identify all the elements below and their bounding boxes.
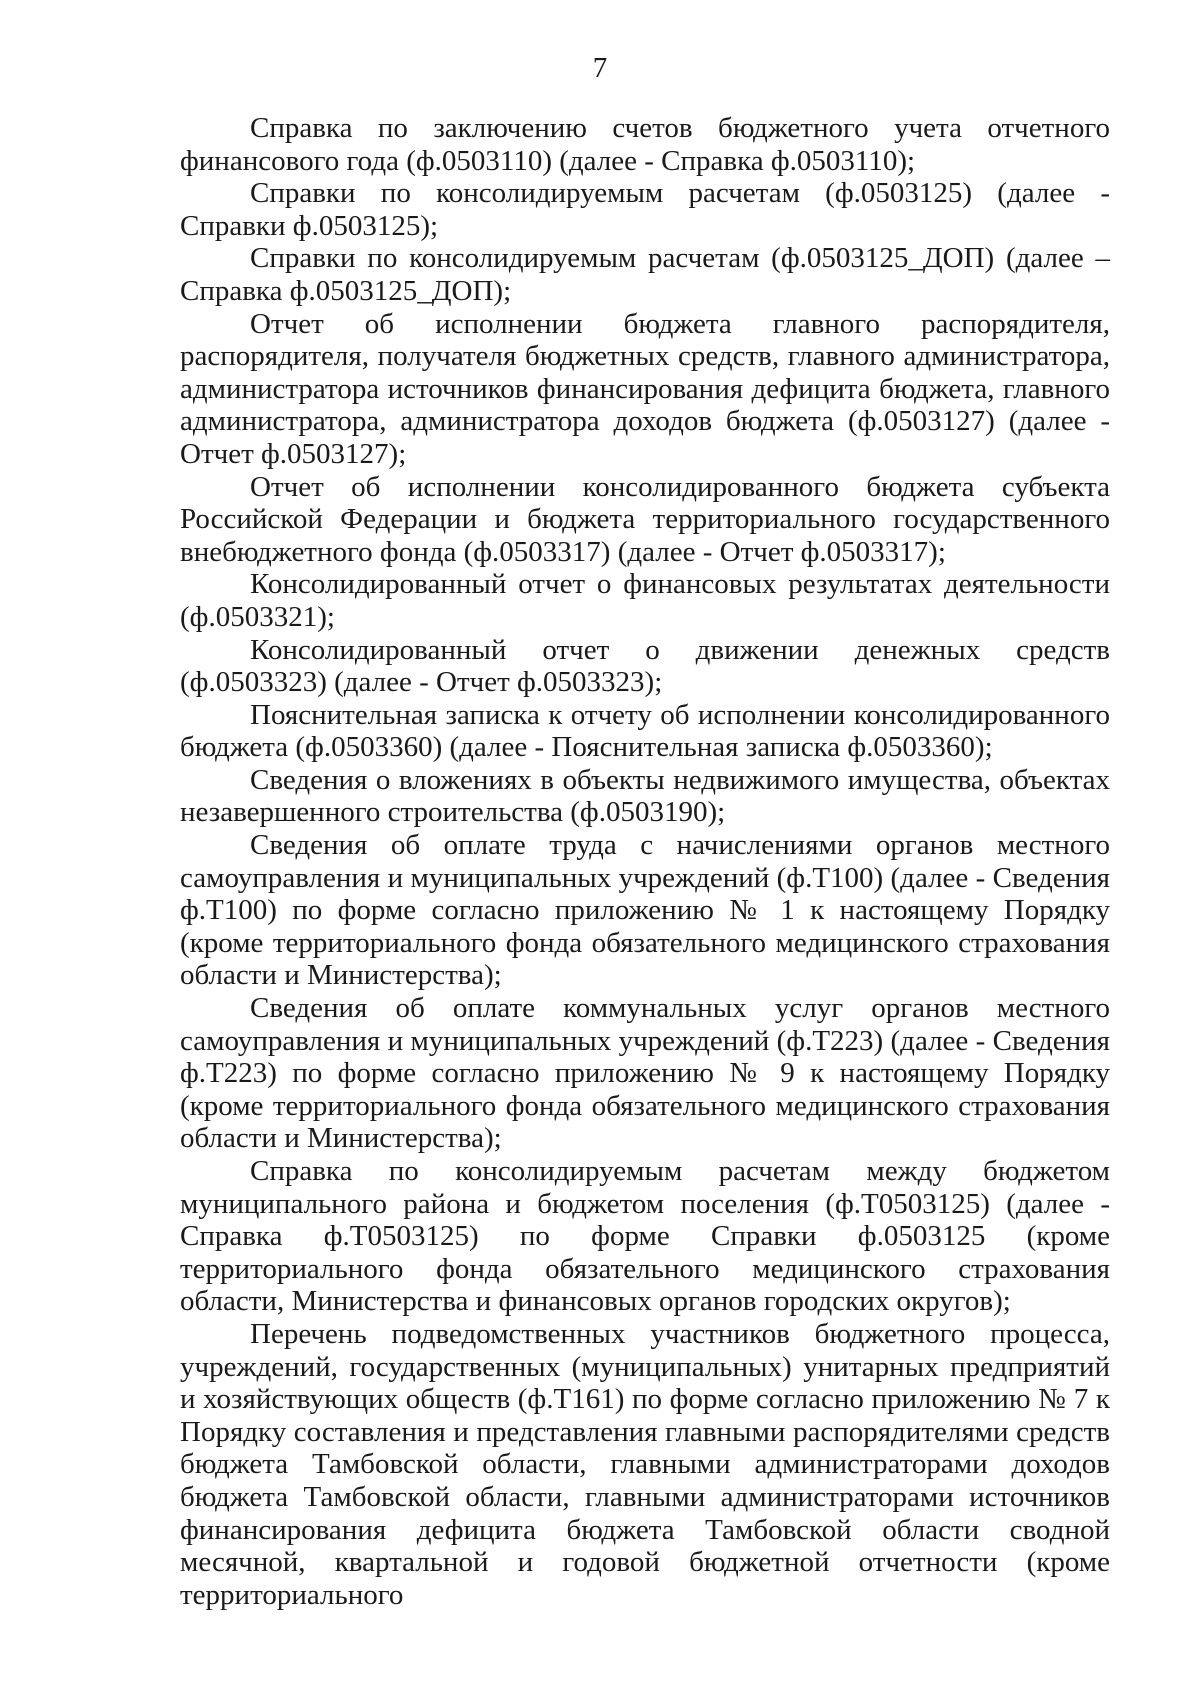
paragraph-svedeniya-t223: Сведения об оплате коммунальных услуг органов местного самоуправления и муниципальных учреждений (ф.Т223) (далее - Сведения ф.Т223) по форме согласно приложению № 9 к настоящему Порядку (кроме территориального фонда обязательного медицинского страхования области и Министерства); [180,992,1110,1155]
paragraph-otchet-0503317: Отчет об исполнении консолидированного бюджета субъекта Российской Федерации и бюджета территориального государственного внебюджетного фонда (ф.0503317) (далее - Отчет ф.0503317); [180,470,1110,568]
paragraph-perechen-t161: Перечень подведомственных участников бюджетного процесса, учреждений, государственных (муниципальных) унитарных предприятий и хозяйствующих обществ (ф.Т161) по форме согласно приложению № 7 к Порядку составления и представления главными распорядителями средств бюджета Тамбовской области, главными администраторами доходов бюджета Тамбовской области, главными администраторами источников финансирования дефицита бюджета Тамбовской области сводной месячной, квартальной и годовой бюджетной отчетности (кроме территориального [180,1317,1110,1611]
document-body [180,112,1110,1611]
paragraph-svedeniya-0503190: Сведения о вложениях в объекты недвижимого имущества, объектах незавершенного строительства (ф.0503190); [180,763,1110,829]
paragraph-spravki-0503125-dop: Справки по консолидируемым расчетам (ф.0503125_ДОП) (далее – Справка ф.0503125_ДОП); [180,242,1110,307]
page-number: 7 [592,52,608,84]
paragraph-spravki-0503125: Справки по консолидируемым расчетам (ф.0503125) (далее - Справки ф.0503125); [180,177,1110,242]
paragraph-otchet-0503321: Консолидированный отчет о финансовых результатах деятельности (ф.0503321); [180,568,1110,633]
paragraph-spravka-t0503125: Справка по консолидируемым расчетам между бюджетом муниципального района и бюджетом поселения (ф.Т0503125) (далее - Справка ф.Т0503125) по форме Справки ф.0503125 (кроме территориального фонда обязательного медицинского страхования области, Министерства и финансовых органов городских округов); [180,1155,1110,1318]
paragraph-zapiska-0503360: Пояснительная записка к отчету об исполнении консолидированного бюджета (ф.0503360) (далее - Пояснительная записка ф.0503360); [180,698,1110,764]
paragraph-svedeniya-t100: Сведения об оплате труда с начислениями органов местного самоуправления и муниципальных учреждений (ф.Т100) (далее - Сведения ф.Т100) по форме согласно приложению № 1 к настоящему Порядку (кроме территориального фонда обязательного медицинского страхования области и Министерства); [180,829,1110,992]
paragraph-spravka-0503110: Справка по заключению счетов бюджетного учета отчетного финансового года (ф.0503110) (далее - Справка ф.0503110); [180,112,1110,177]
paragraph-otchet-0503323: Консолидированный отчет о движении денежных средств (ф.0503323) (далее - Отчет ф.0503323); [180,633,1110,699]
paragraph-otchet-0503127: Отчет об исполнении бюджета главного распорядителя, распорядителя, получателя бюджетных средств, главного администратора, администратора источников финансирования дефицита бюджета, главного администратора, администратора доходов бюджета (ф.0503127) (далее - Отчет ф.0503127); [180,307,1110,470]
